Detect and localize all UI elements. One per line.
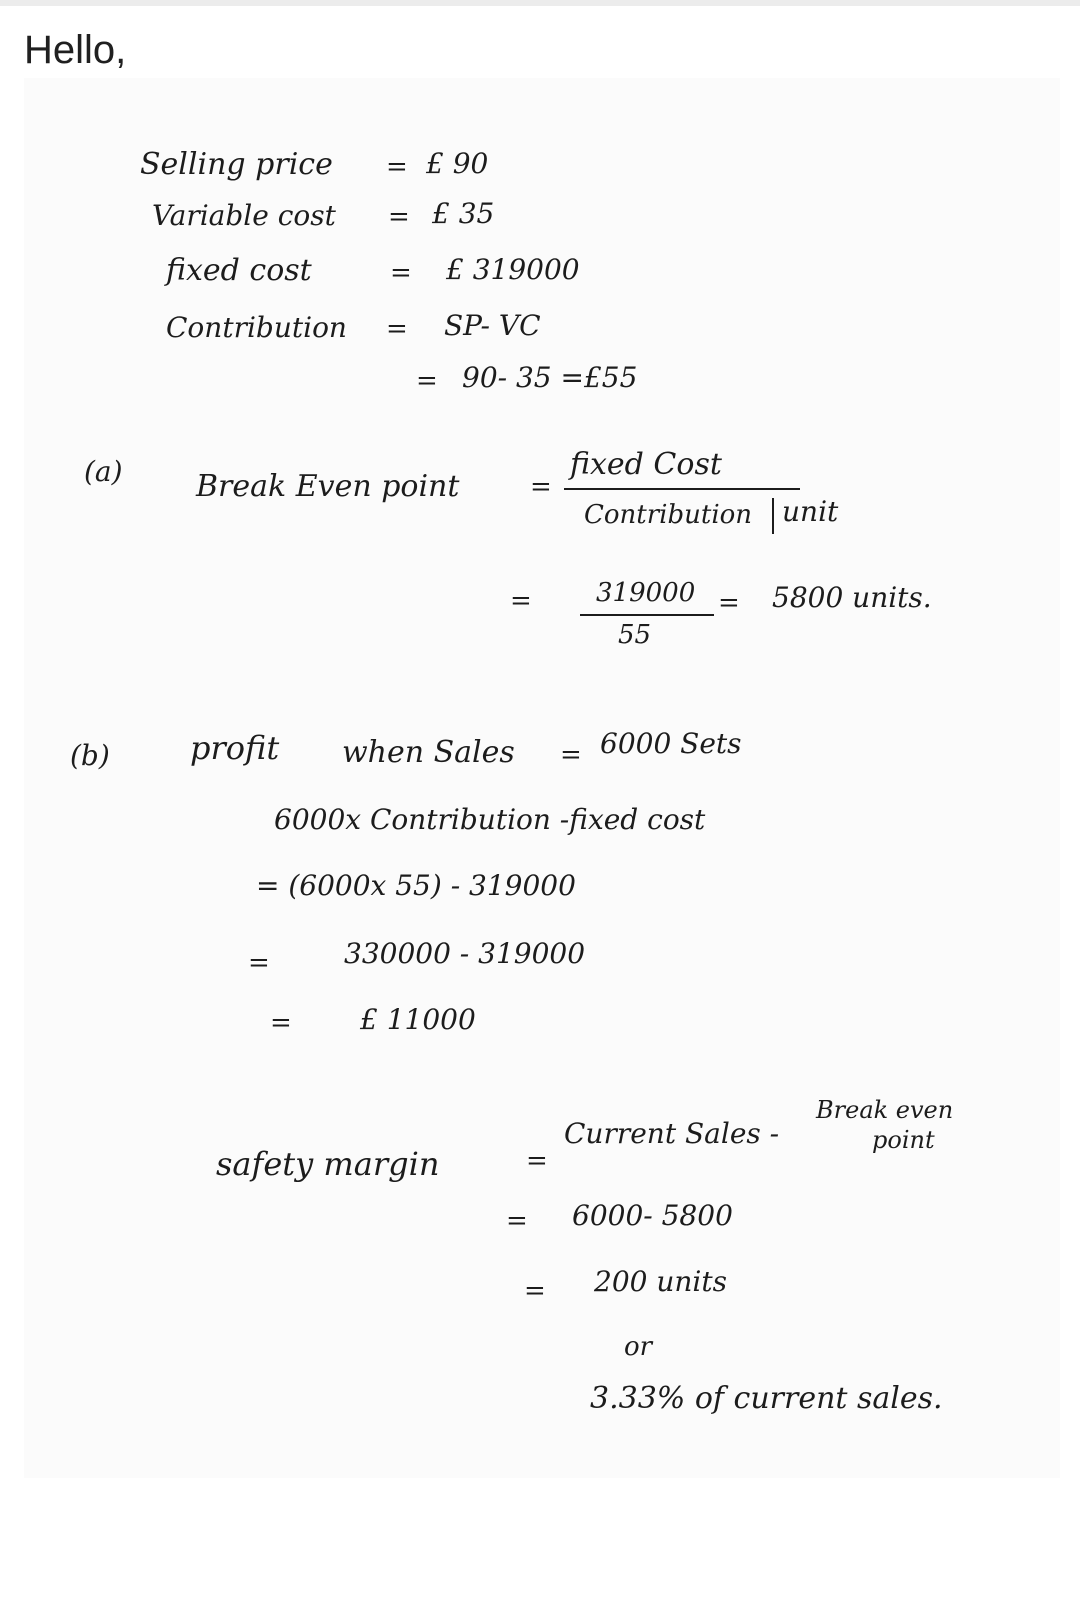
fixed-cost-label: fixed cost xyxy=(166,253,312,288)
break-even-label: Break Even point xyxy=(196,469,460,504)
profit-step-3-eq: = xyxy=(248,948,270,978)
break-even-eq2: = xyxy=(510,586,532,616)
contribution-calc: 90- 35 =£55 xyxy=(462,361,638,394)
variable-cost-value: £ 35 xyxy=(432,197,495,230)
safety-step-2-eq: = xyxy=(524,1276,546,1306)
profit-step-4-eq: = xyxy=(270,1008,292,1038)
safety-margin-eq: = xyxy=(526,1146,548,1176)
safety-margin-formula: Current Sales - xyxy=(564,1117,780,1150)
break-even-result: 5800 units. xyxy=(772,581,932,614)
break-even-num2: 319000 xyxy=(596,578,696,608)
safety-step-2: 200 units xyxy=(594,1265,727,1298)
break-even-numerator: fixed Cost xyxy=(570,447,722,482)
safety-margin-label: safety margin xyxy=(216,1145,440,1183)
safety-or: or xyxy=(624,1332,653,1362)
safety-step-1-eq: = xyxy=(506,1206,528,1236)
selling-price-label: Selling price xyxy=(140,147,333,182)
profit-result: £ 11000 xyxy=(360,1003,476,1036)
profit-condition-eq: = xyxy=(560,740,582,770)
profit-condition: when Sales xyxy=(342,735,515,770)
handwritten-solution-image xyxy=(24,78,1060,1478)
contribution-calc-eq: = xyxy=(416,366,438,396)
break-even-denominator: Contribution xyxy=(584,500,753,530)
contribution-formula: SP- VC xyxy=(444,309,541,342)
greeting-text: Hello, xyxy=(24,28,127,72)
contribution-eq: = xyxy=(386,314,408,344)
safety-step-3: 3.33% of current sales. xyxy=(590,1381,943,1416)
break-even-eq: = xyxy=(530,472,552,502)
profit-step-3: 330000 - 319000 xyxy=(344,937,586,970)
profit-label: profit xyxy=(190,729,280,767)
profit-step-1: 6000x Contribution -fixed cost xyxy=(274,803,706,836)
selling-price-eq: = xyxy=(386,152,408,182)
top-divider xyxy=(0,0,1080,6)
break-even-denominator-suffix: unit xyxy=(782,495,839,528)
profit-condition-value: 6000 Sets xyxy=(600,727,742,760)
break-even-eq3: = xyxy=(718,588,740,618)
variable-cost-label: Variable cost xyxy=(152,199,336,232)
fraction-bar xyxy=(564,488,800,490)
part-a-marker: (a) xyxy=(84,455,123,488)
fraction-bar-2 xyxy=(580,614,714,616)
break-even-den2: 55 xyxy=(618,620,652,650)
fixed-cost-eq: = xyxy=(390,258,412,288)
safety-margin-formula-tail-2: point xyxy=(872,1126,935,1154)
per-slash xyxy=(772,498,774,534)
variable-cost-eq: = xyxy=(388,202,410,232)
selling-price-value: £ 90 xyxy=(426,147,489,180)
safety-margin-formula-tail-1: Break even xyxy=(816,1096,954,1124)
fixed-cost-value: £ 319000 xyxy=(446,253,580,286)
profit-step-2: = (6000x 55) - 319000 xyxy=(256,869,576,902)
contribution-label: Contribution xyxy=(166,311,347,344)
safety-step-1: 6000- 5800 xyxy=(572,1199,733,1232)
part-b-marker: (b) xyxy=(70,739,110,772)
